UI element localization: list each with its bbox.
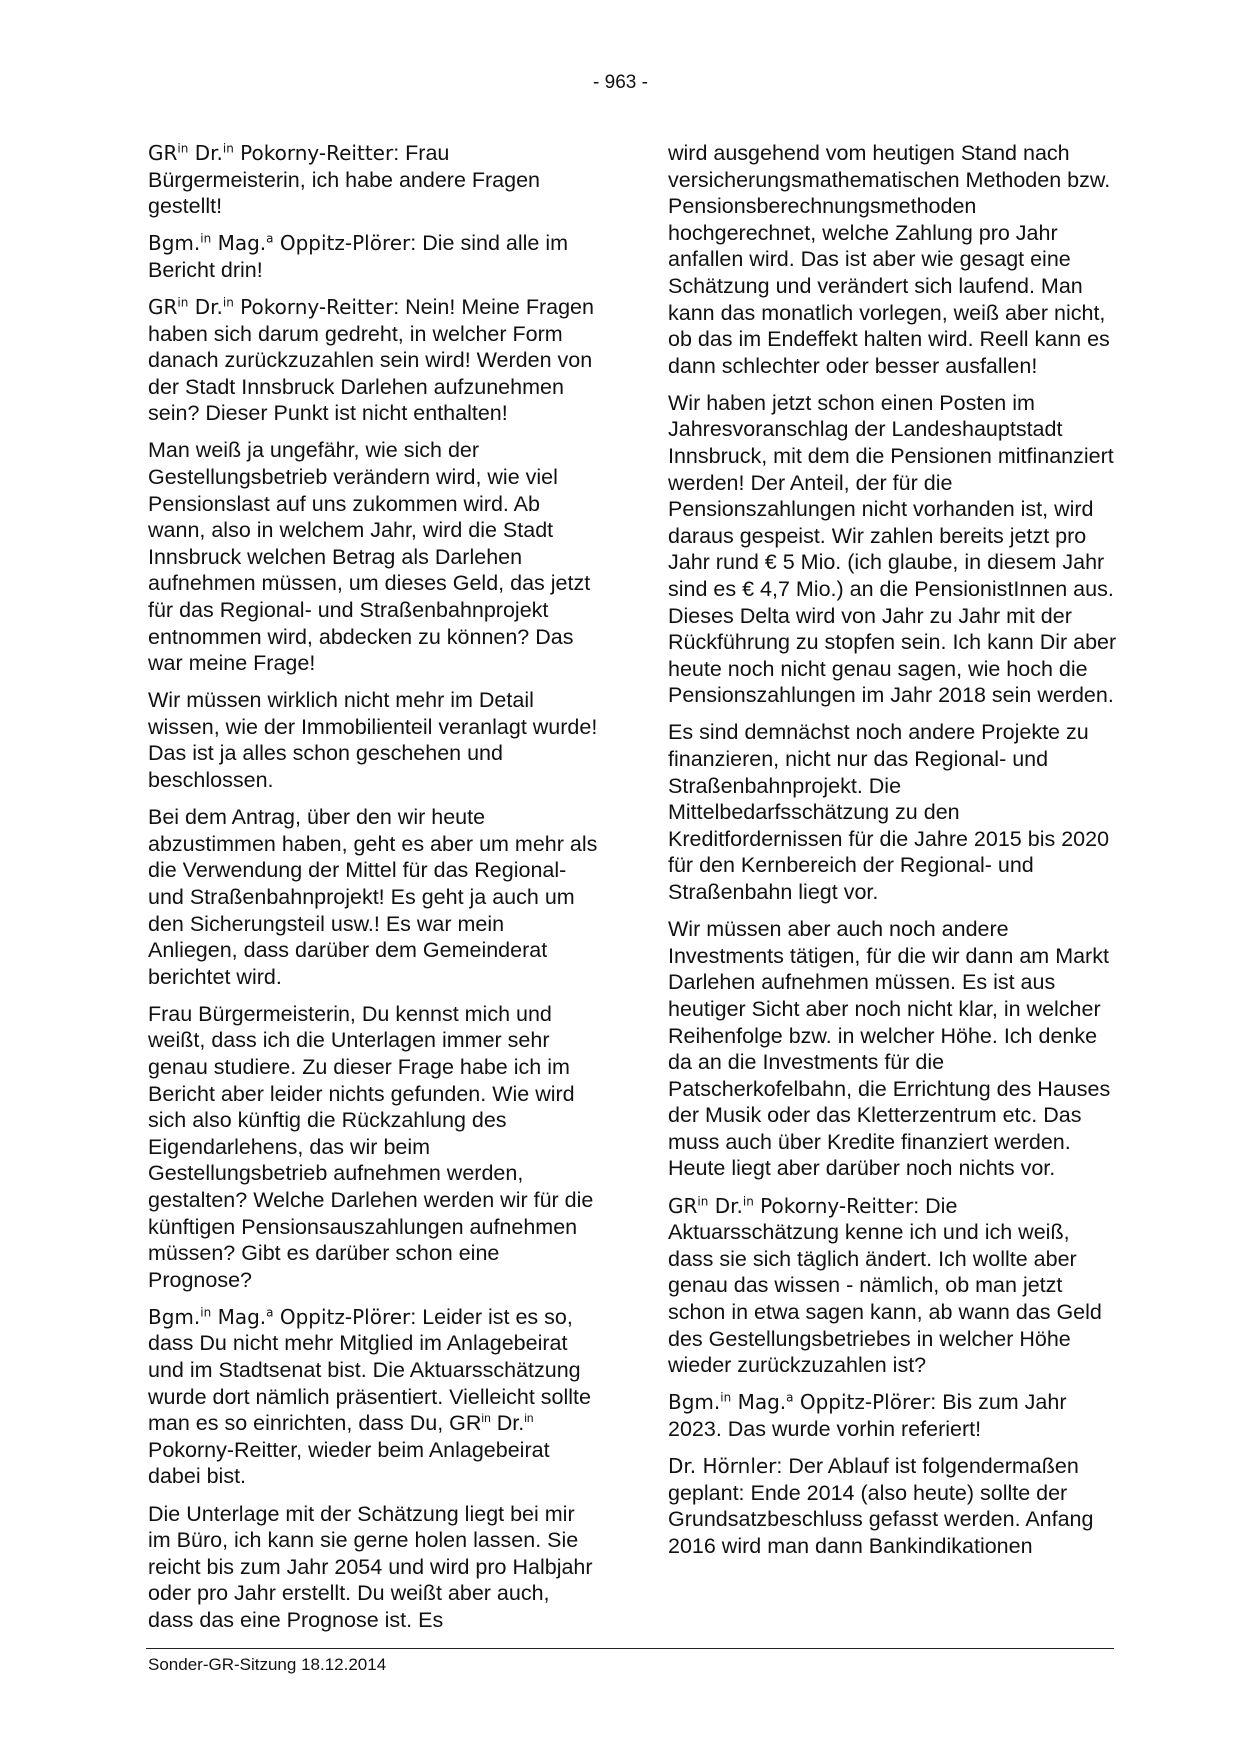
speaker-gr: $GR^{in}$ Dr.$^{in}$ Pokorny-Reitter <box>148 141 394 165</box>
paragraph: Wir müssen aber auch noch andere Investments tätigen, für die wir dann am Markt Darlehen aufnehmen müssen. Es ist aus heutiger Sicht aber noch nicht klar, in welcher Reihenfolge bzw. in welcher Höhe. Ich denke da an die Investments für die Patscherkofelbahn, die Errichtung des Hauses der Musik oder das Kletterzentrum etc. Das muss auch über Kredite finanziert werden. Heute liegt aber darüber noch nichts vor. <box>668 917 1111 1181</box>
page-number: - 963 - <box>593 72 648 93</box>
paragraph: Bei dem Antrag, über den wir heute abzustimmen haben, geht es aber um mehr als die Verwendung der Mittel für das Regional- und Straßenbahnprojekt! Es geht ja auch um den Sicherungsteil usw.! Es war mein Anliegen, dass darüber dem Gemeinderat berichtet wird. <box>148 805 598 989</box>
right-column <box>668 140 1118 1570</box>
paragraph: Bgm.$^{in}$ Mag.$^a$ Oppitz-Plörer: Die sind alle im Bericht drin! <box>148 231 569 282</box>
speaker-bgm: Bgm.$^{in}$ Mag.$^a$ Oppitz-Plörer <box>148 231 411 256</box>
footer-divider <box>146 1648 1114 1649</box>
footer-text: Sonder-GR-Sitzung 18.12.2014 <box>148 1655 387 1674</box>
paragraph: Frau Bürgermeisterin, Du kennst mich und weißt, dass ich die Unterlagen immer sehr genau studiere. Zu dieser Frage habe ich im Bericht aber leider nichts gefunden. Wie wird sich also künftig die Rückzahlung des Eigendarlehens, das wir beim Gestellungsbetrieb aufnehmen werden, gestalten? Welche Darlehen werden wir für die künftigen Pensionsauszahlungen aufnehmen müssen? Gibt es darüber schon eine Prognose? <box>148 1001 594 1292</box>
speaker-gr: $GR^{in}$ Dr.$^{in}$ Pokorny-Reitter <box>148 294 394 319</box>
paragraph: Wir haben jetzt schon einen Posten im Jahresvoranschlag der Landeshauptstadt Innsbruck, mit dem die Pensionen mitfinanziert werden! Der Anteil, der für die Pensionszahlungen nicht vorhanden ist, wird daraus gespeist. Wir zahlen bereits jetzt pro Jahr rund € 5 Mio. (ich glaube, in diesem Jahr sind es € 4,7 Mio.) an die PensionistInnen aus. Dieses Delta wird von Jahr zu Jahr mit der Rückführung zu stopfen sein. Ich kann Dir aber heute noch nicht genau sagen, wie hoch die Pensionszahlungen im Jahr 2018 sein werden. <box>668 390 1117 708</box>
paragraph: Wir müssen wirklich nicht mehr im Detail wissen, wie der Immobilienteil veranlagt wurde! Das ist ja alles schon geschehen und beschlossen. <box>148 688 598 793</box>
inline-name-gr: $GR^{in}$ Dr.$^{in}$ Pokorny-Reitter <box>148 1411 534 1462</box>
paragraph: Es sind demnächst noch andere Projekte zu finanzieren, nicht nur das Regional- und Straßenbahnprojekt. Die Mittelbedarfsschätzung zu den Kreditfordernissen für die Jahre 2015 bis 2020 für den Kernbereich der Regional- und Straßenbahn liegt vor. <box>668 720 1110 905</box>
paragraph: Die Unterlage mit der Schätzung liegt bei mir im Büro, ich kann sie gerne holen lassen. Sie reicht bis zum Jahr 2054 und wird pro Halbjahr oder pro Jahr erstellt. Du weißt aber auch, dass das eine Prognose ist. Es <box>148 1501 593 1632</box>
paragraph: $GR^{in}$ Dr.$^{in}$ Pokorny-Reitter: Nein! Meine Fragen haben sich darum gedreht, in welcher Form danach zurückzuzahlen sein wird! Werden von der Stadt Innsbruck Darlehen aufzunehmen sein? Dieser Punkt ist nicht enthalten! <box>148 294 594 426</box>
speaker-bgm: Bgm.$^{in}$ Mag.$^a$ Oppitz-Plörer <box>148 1304 411 1329</box>
speaker-bgm: Bgm.$^{in}$ Mag.$^a$ Oppitz-Plörer <box>668 1390 931 1415</box>
paragraph: Bgm.$^{in}$ Mag.$^a$ Oppitz-Plörer: Leider ist es so, dass Du nicht mehr Mitglied im Anlagebeirat und im Stadtsenat bist. Die Aktuarsschätzung wurde dort nämlich präsentiert. Vielleicht sollte man es so einrichten, dass Du, $GR^{in}$ Dr.$^{in}$ Pokorny-Reitter, wieder beim Anlagebeirat dabei bist. <box>148 1304 591 1489</box>
paragraph: Man weiß ja ungefähr, wie sich der Gestellungsbetrieb verändern wird, wie viel Pensionslast auf uns zukommen wird. Ab wann, also in welchem Jahr, wird die Stadt Innsbruck welchen Betrag als Darlehen aufnehmen müssen, um dieses Geld, das jetzt für das Regional- und Straßenbahnprojekt entnommen wird, abdecken zu können? Das war meine Frage! <box>148 438 591 676</box>
paragraph: Bgm.$^{in}$ Mag.$^a$ Oppitz-Plörer: Bis zum Jahr 2023. Das wurde vorhin referiert! <box>668 1390 1067 1441</box>
left-column <box>148 140 598 1644</box>
speaker-gr: $GR^{in}$ Dr.$^{in}$ Pokorny-Reitter <box>668 1193 914 1218</box>
paragraph: wird ausgehend vom heutigen Stand nach versicherungsmathematischen Methoden bzw. Pensionsberechnungsmethoden hochgerechnet, welche Zahlung pro Jahr anfallen wird. Das ist aber wie gesagt eine Schätzung und verändert sich laufend. Man kann das monatlich vorlegen, weiß aber nicht, ob das im Endeffekt halten wird. Reell kann es dann schlechter oder besser ausfallen! <box>668 141 1111 378</box>
paragraph: $GR^{in}$ Dr.$^{in}$ Pokorny-Reitter: Die Aktuarsschätzung kenne ich und ich weiß, dass sie sich täglich ändert. Ich wollte aber genau das wissen - nämlich, ob man jetzt schon in etwa sagen kann, ab wann das Geld des Gestellungsbetriebes in welcher Höhe wieder zurückzuzahlen ist? <box>668 1193 1102 1378</box>
speaker-hoernler: Dr. Hörnler <box>668 1453 777 1478</box>
paragraph: Dr. Hörnler: Der Ablauf ist folgendermaßen geplant: Ende 2014 (also heute) sollte der Grundsatzbeschluss gefasst werden. Anfang 2016 wird man dann Bankindikationen <box>668 1453 1094 1558</box>
paragraph: $GR^{in}$ Dr.$^{in}$ Pokorny-Reitter: Frau Bürgermeisterin, ich habe andere Fragen gestellt! <box>148 141 540 219</box>
